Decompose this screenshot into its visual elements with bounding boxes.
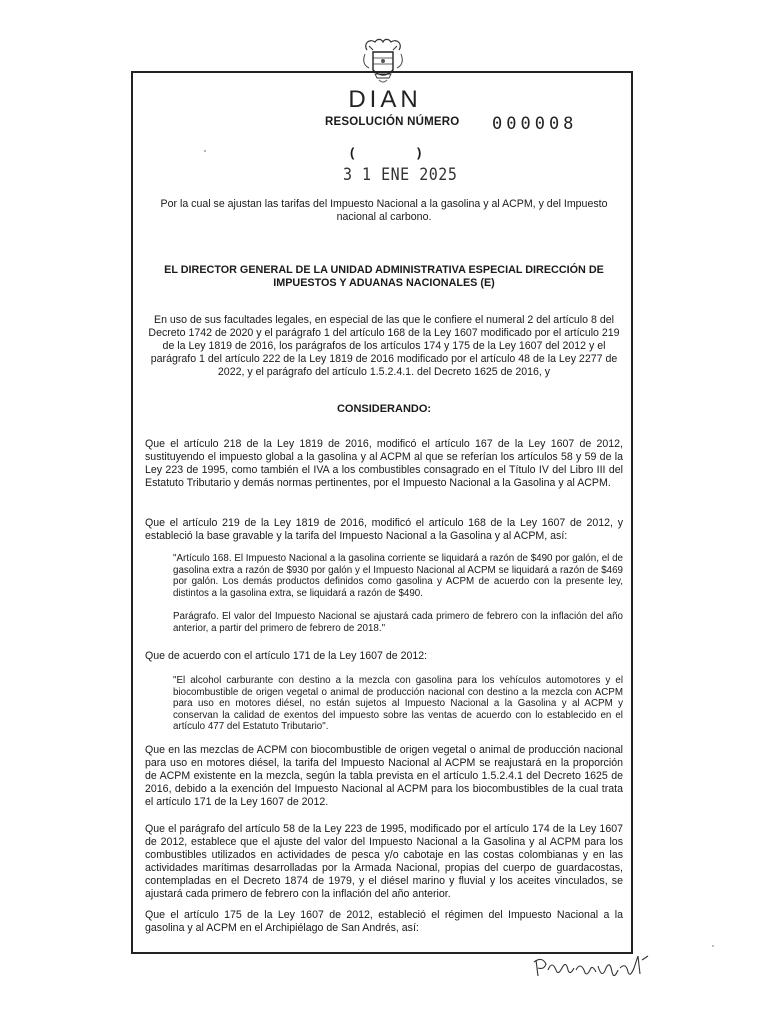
quoted-article-168: "Artículo 168. El Impuesto Nacional a la gasolina corriente se liquidará a razón de $490 por galón, el de gasolina extra a razón de $930 por galón y el Impuesto Nacional al ACPM se liquidará a razón de $469 por galón. Los demás productos definidos como gasolina y ACPM de acuerdo con la presente ley, distintos a la gasolina extra, se liquidará a razón de $490. bbox=[173, 553, 623, 599]
resolution-subject: Por la cual se ajustan las tarifas del Impuesto Nacional a la gasolina y al ACPM, y del Impuesto nacional al carbono. bbox=[160, 198, 608, 223]
resolution-label: RESOLUCIÓN NÚMERO bbox=[325, 116, 460, 128]
resolution-number: 000008 bbox=[492, 114, 578, 134]
considerando-paragraph-3: Que de acuerdo con el artículo 171 de la Ley 1607 de 2012: bbox=[145, 650, 428, 662]
issuing-authority: EL DIRECTOR GENERAL DE LA UNIDAD ADMINISTRATIVA ESPECIAL DIRECCIÓN DE IMPUESTOS Y ADUANAS NACIONALES (E) bbox=[164, 264, 604, 289]
svg-text:DIAN: DIAN bbox=[348, 86, 422, 113]
considerando-paragraph-2: Que el artículo 219 de la Ley 1819 de 2016, modificó el artículo 168 de la Ley 1607 de 2012, y estableció la base gravable y la tarifa del Impuesto Nacional a la Gasolina y al ACPM, así: bbox=[145, 517, 623, 542]
handwritten-signature bbox=[530, 950, 660, 990]
resolution-date-stamp: 3 1 ENE 2025 bbox=[343, 164, 458, 185]
considerando-paragraph-1: Que el artículo 218 de la Ley 1819 de 2016, modificó el artículo 167 de la Ley 1607 de 2012, sustituyendo el impuesto global a la gasolina y al ACPM al que se referían los artículos 58 y 59 de la Ley 223 de 1995, como también el IVA a los combustibles consagrado en el Título IV del Libro III del Estatuto Tributario y demás normas pertinentes, por el Impuesto Nacional a la Gasolina y al ACPM. bbox=[145, 438, 623, 489]
considerando-paragraph-4: Que en las mezclas de ACPM con biocombustible de origen vegetal o animal de producción nacional para uso en motores diésel, la tarifa del Impuesto Nacional al ACPM se reajustará en la proporción de ACPM existente en la mezcla, según la tabla prevista en el artículo 1.5.2.4.1 del Decreto 1625 de 2016, debido a la exención del Impuesto Nacional al ACPM para los biocombustibles de la cual trata el artículo 171 de la Ley 1607 de 2012. bbox=[145, 744, 623, 808]
considerando-paragraph-6: Que el artículo 175 de la Ley 1607 de 2012, estableció el régimen del Impuesto Nacional a la gasolina y al ACPM en el Archipiélago de San Andrés, así: bbox=[145, 909, 623, 934]
considerando-heading: CONSIDERANDO: bbox=[336, 403, 432, 415]
quoted-article-168-paragrafo: Parágrafo. El valor del Impuesto Nacional se ajustará cada primero de febrero con la inflación del año anterior, a partir del primero de febrero de 2018." bbox=[173, 611, 623, 634]
considerando-paragraph-5: Que el parágrafo del artículo 58 de la Ley 223 de 1995, modificado por el artículo 174 de la Ley 1607 de 2012, establece que el ajuste del valor del Impuesto Nacional a la Gasolina y al ACPM para los combustibles utilizados en actividades de pesca y/o cabotaje en las costas colombianas y en las actividades marítimas desarrolladas por la Armada Nacional, propias del cuerpo de guardacostas, contempladas en el Decreto 1874 de 1979, y el diésel marino y fluvial y los aceites vinculados, se ajustará cada primero de febrero con la inflación del año anterior. bbox=[145, 823, 623, 900]
resolution-paren-close: ) bbox=[417, 145, 422, 160]
scan-speck bbox=[204, 150, 206, 152]
quoted-article-171: "El alcohol carburante con destino a la mezcla con gasolina para los vehículos automotores y el biocombustible de origen vegetal o animal de producción nacional con destino a la mezcla con ACPM para uso en motores diésel, no están sujetos al Impuesto Nacional a la Gasolina y al ACPM y conservan la calidad de exentos del impuesto sobre las ventas de acuerdo con lo establecido en el artículo 477 del Estatuto Tributario". bbox=[173, 675, 623, 733]
legal-powers-paragraph: En uso de sus facultades legales, en especial de las que le confiere el numeral 2 del artículo 8 del Decreto 1742 de 2020 y el parágrafo 1 del artículo 168 de la Ley 1607 modificado por el artículo 219 de la Ley 1819 de 2016, los parágrafos de los artículos 174 y 175 de la Ley 1607 del 2012 y el parágrafo 1 del artículo 222 de la Ley 1819 de 2016 modificado por el artículo 48 de la Ley 2277 de 2022, y el parágrafo del artículo 1.5.2.4.1. del Decreto 1625 de 2016, y bbox=[148, 314, 620, 378]
dian-logo bbox=[330, 84, 440, 114]
dian-logo-mark bbox=[330, 84, 440, 114]
resolution-paren-open: ( bbox=[350, 145, 355, 160]
scan-speck bbox=[712, 945, 714, 947]
